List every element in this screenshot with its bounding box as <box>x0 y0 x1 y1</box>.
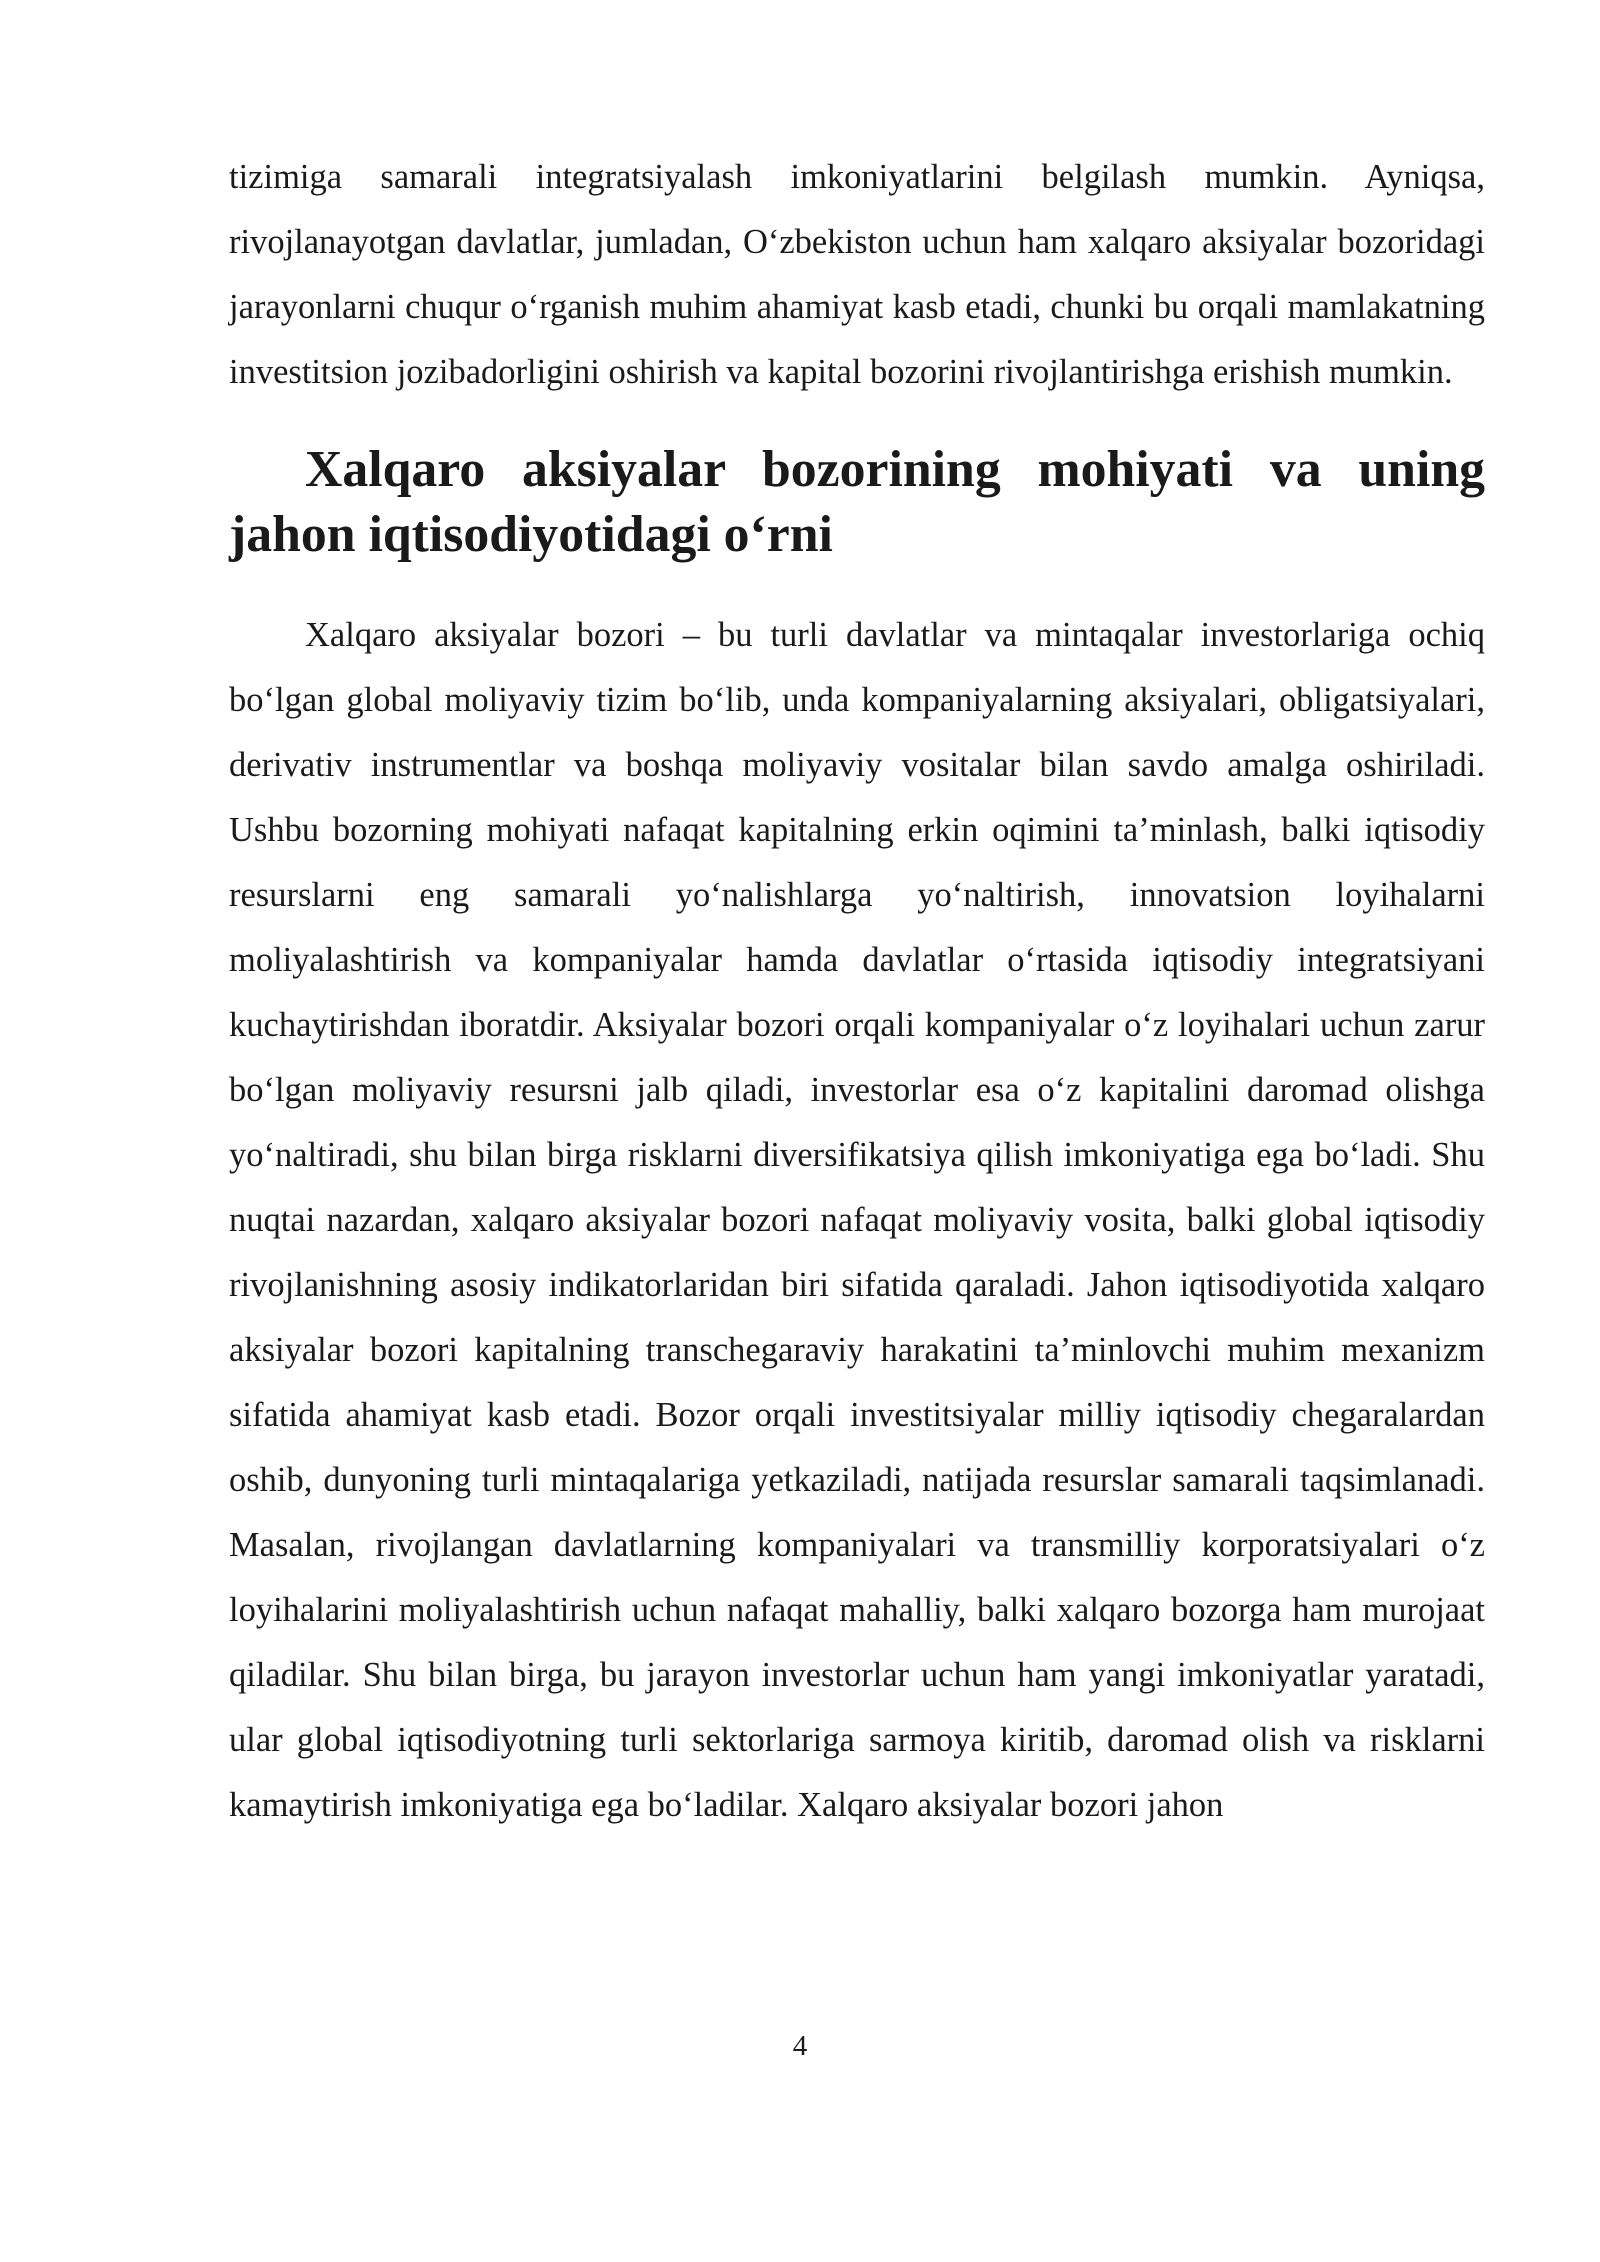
document-page <box>229 145 1485 1838</box>
section-heading: Xalqaro aksiyalar bozorining mohiyati va uning jahon iqtisodiyotidagi o‘rni <box>229 441 1485 563</box>
paragraph-main: Xalqaro aksiyalar bozori – bu turli davlatlar va mintaqalar investorlariga ochiq bo‘lgan global moliyaviy tizim bo‘lib, unda kompaniyalarning aksiyalari, obligatsiyalari, derivativ instrumentlar va boshqa moliyaviy vositalar bilan savdo amalga oshiriladi. Ushbu bozorning mohiyati nafaqat kapitalning erkin oqimini ta’minlash, balki iqtisodiy resurslarni eng samarali yo‘nalishlarga yo‘naltirish, innovatsion loyihalarni moliyalashtirish va kompaniyalar hamda davlatlar o‘rtasida iqtisodiy integratsiyani kuchaytirishdan iboratdir. Aksiyalar bozori orqali kompaniyalar o‘z loyihalari uchun zarur bo‘lgan moliyaviy resursni jalb qiladi, investorlar esa o‘z kapitalini daromad olishga yo‘naltiradi, shu bilan birga risklarni diversifikatsiya qilish imkoniyatiga ega bo‘ladi. Shu nuqtai nazardan, xalqaro aksiyalar bozori nafaqat moliyaviy vosita, balki global iqtisodiy rivojlanishning asosiy indikatorlaridan biri sifatida qaraladi. Jahon iqtisodiyotida xalqaro aksiyalar bozori kapitalning transchegaraviy harakatini ta’minlovchi muhim mexanizm sifatida ahamiyat kasb etadi. Bozor orqali investitsiyalar milliy iqtisodiy chegaralardan oshib, dunyoning turli mintaqalariga yetkaziladi, natijada resurslar samarali taqsimlanadi. Masalan, rivojlangan davlatlarning kompaniyalari va transmilliy korporatsiyalari o‘z loyihalarini moliyalashtirish uchun nafaqat mahalliy, balki xalqaro bozorga ham murojaat qiladilar. Shu bilan birga, bu jarayon investorlar uchun ham yangi imkoniyatlar yaratadi, ular global iqtisodiyotning turli sektorlariga sarmoya kiritib, daromad olish va risklarni kamaytirish imkoniyatiga ega bo‘ladilar. Xalqaro aksiyalar bozori jahon <box>229 616 1485 1824</box>
paragraph-continued: tizimiga samarali integratsiyalash imkoniyatlarini belgilash mumkin. Ayniqsa, rivojlanayotgan davlatlar, jumladan, O‘zbekiston uchun ham xalqaro aksiyalar bozoridagi jarayonlarni chuqur o‘rganish muhim ahamiyat kasb etadi, chunki bu orqali mamlakatning investitsion jozibadorligini oshirish va kapital bozorini rivojlantirishga erishish mumkin. <box>229 158 1485 391</box>
page-number: 4 <box>792 2030 808 2062</box>
